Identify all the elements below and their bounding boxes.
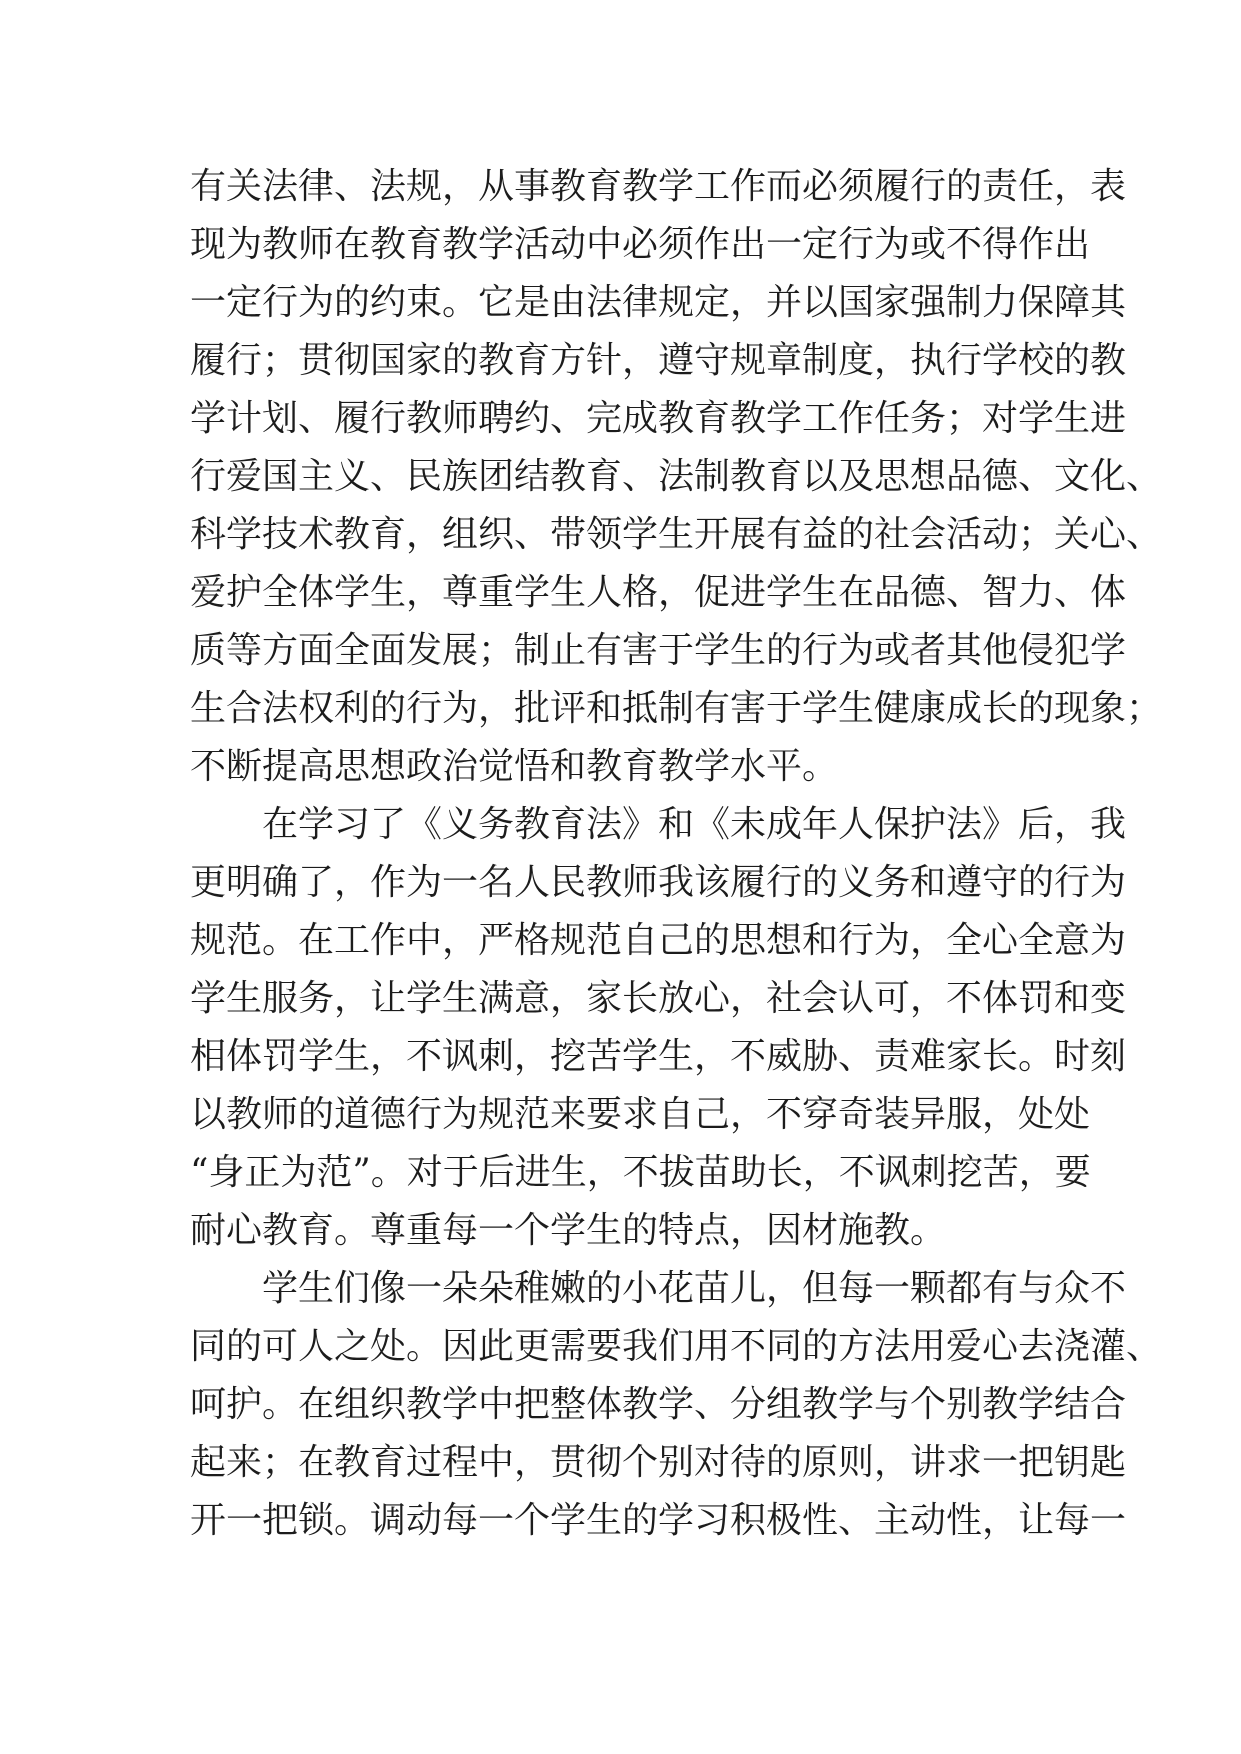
text-line: 生合法权利的行为，批评和抵制有害于学生健康成长的现象； [190,688,1163,729]
text-line: 有关法律、法规，从事教育教学工作而必须履行的责任，表 [190,166,1127,207]
text-line: 不断提高思想政治觉悟和教育教学水平。 [190,746,839,787]
body-text [190,158,1163,1550]
text-line: 学生们像一朵朵稚嫩的小花苗儿，但每一颗都有与众不 [262,1268,1127,1309]
text-line: 学计划、履行教师聘约、完成教育教学工作任务；对学生进 [190,398,1127,439]
text-line: 起来；在教育过程中，贯彻个别对待的原则，讲求一把钥匙 [190,1442,1127,1483]
text-line: 现为教师在教育教学活动中必须作出一定行为或不得作出 [190,224,1091,265]
text-line: 规范。在工作中，严格规范自己的思想和行为，全心全意为 [190,920,1127,961]
text-line: 爱护全体学生，尊重学生人格，促进学生在品德、智力、体 [190,572,1127,613]
text-line: 一定行为的约束。它是由法律规定，并以国家强制力保障其 [190,282,1127,323]
paragraph [190,796,1127,1260]
text-line: 履行；贯彻国家的教育方针，遵守规章制度，执行学校的教 [190,340,1127,381]
text-line: 耐心教育。尊重每一个学生的特点，因材施教。 [190,1210,947,1251]
paragraph [190,1260,1163,1550]
text-line: 行爱国主义、民族团结教育、法制教育以及思想品德、文化、 [190,456,1163,497]
paragraph [190,158,1163,796]
text-line: 开一把锁。调动每一个学生的学习积极性、主动性，让每一 [190,1500,1127,1541]
text-line: 相体罚学生，不讽刺，挖苦学生，不威胁、责难家长。时刻 [190,1036,1127,1077]
text-line: 质等方面全面发展；制止有害于学生的行为或者其他侵犯学 [190,630,1127,671]
text-line: 更明确了，作为一名人民教师我该履行的义务和遵守的行为 [190,862,1127,903]
text-line: 以教师的道德行为规范来要求自己，不穿奇装异服，处处 [190,1094,1091,1135]
text-line: “身正为范”。对于后进生，不拔苗助长，不讽刺挖苦，要 [190,1152,1091,1193]
text-line: 同的可人之处。因此更需要我们用不同的方法用爱心去浇灌、 [190,1326,1163,1367]
text-line: 在学习了《义务教育法》和《未成年人保护法》后，我 [262,804,1127,845]
text-line: 科学技术教育，组织、带领学生开展有益的社会活动；关心、 [190,514,1163,555]
text-line: 学生服务，让学生满意，家长放心，社会认可，不体罚和变 [190,978,1127,1019]
text-line: 呵护。在组织教学中把整体教学、分组教学与个别教学结合 [190,1384,1127,1425]
